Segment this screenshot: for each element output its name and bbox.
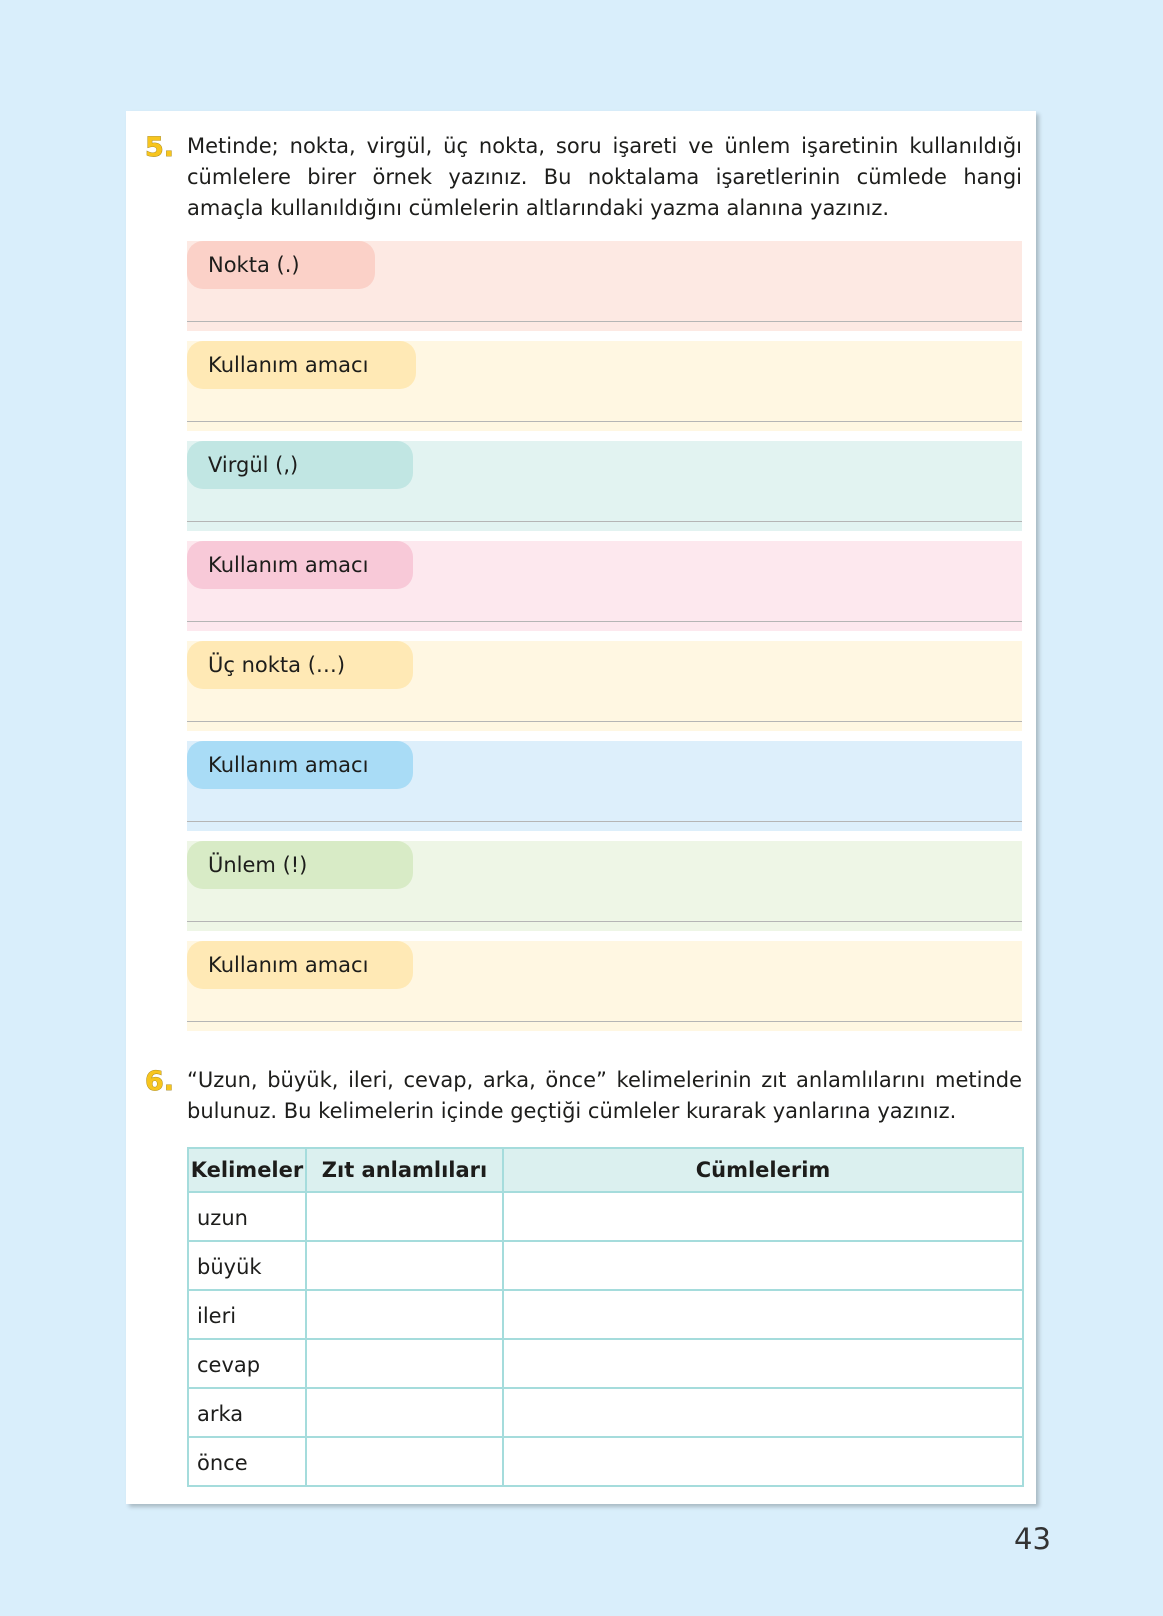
- sentence-cell[interactable]: [503, 1192, 1023, 1241]
- band-label-virgul: Virgül (,): [187, 441, 413, 489]
- word-cell: uzun: [188, 1192, 306, 1241]
- writing-line: [187, 821, 1022, 822]
- antonym-cell[interactable]: [306, 1388, 503, 1437]
- band-uc-nokta-purpose[interactable]: [187, 741, 1022, 831]
- band-nokta-purpose[interactable]: [187, 341, 1022, 431]
- question-6: [145, 1065, 1022, 1127]
- antonym-cell[interactable]: [306, 1241, 503, 1290]
- question-number-6: [143, 1065, 175, 1095]
- punctuation-writing-areas: [187, 241, 1022, 1041]
- antonym-cell[interactable]: [306, 1437, 503, 1486]
- band-label-virgul-purpose: Kullanım amacı: [187, 541, 413, 589]
- antonym-cell[interactable]: [306, 1339, 503, 1388]
- writing-line: [187, 621, 1022, 622]
- band-label-nokta-purpose: Kullanım amacı: [187, 341, 416, 389]
- writing-line: [187, 421, 1022, 422]
- word-cell: büyük: [188, 1241, 306, 1290]
- band-label-uc-nokta: Üç nokta (…): [187, 641, 413, 689]
- writing-line: [187, 721, 1022, 722]
- word-cell: cevap: [188, 1339, 306, 1388]
- table-row: [188, 1388, 1023, 1437]
- band-virgul-purpose[interactable]: [187, 541, 1022, 631]
- table-row: [188, 1290, 1023, 1339]
- band-unlem[interactable]: [187, 841, 1022, 931]
- worksheet-page: [126, 111, 1036, 1504]
- writing-line: [187, 1021, 1022, 1022]
- sentence-cell[interactable]: [503, 1241, 1023, 1290]
- sentence-cell[interactable]: [503, 1437, 1023, 1486]
- sentence-cell[interactable]: [503, 1388, 1023, 1437]
- antonym-cell[interactable]: [306, 1192, 503, 1241]
- table-header-row: [188, 1148, 1023, 1192]
- column-header-zit-anlamlilari: Zıt anlamlıları: [306, 1148, 503, 1192]
- writing-line: [187, 921, 1022, 922]
- table-row: [188, 1241, 1023, 1290]
- band-label-nokta: Nokta (.): [187, 241, 375, 289]
- table-row: [188, 1437, 1023, 1486]
- word-cell: ileri: [188, 1290, 306, 1339]
- antonym-table-wrapper: [187, 1147, 1022, 1487]
- table-row: [188, 1192, 1023, 1241]
- band-nokta[interactable]: [187, 241, 1022, 331]
- question-5: [145, 131, 1022, 224]
- antonym-cell[interactable]: [306, 1290, 503, 1339]
- band-uc-nokta[interactable]: [187, 641, 1022, 731]
- question-number-6-text: 6.: [145, 1066, 175, 1095]
- word-cell: önce: [188, 1437, 306, 1486]
- table-row: [188, 1339, 1023, 1388]
- band-label-uc-nokta-purpose: Kullanım amacı: [187, 741, 413, 789]
- band-label-unlem-purpose: Kullanım amacı: [187, 941, 413, 989]
- question-number-5: [143, 131, 175, 161]
- band-virgul[interactable]: [187, 441, 1022, 531]
- column-header-kelimeler: Kelimeler: [188, 1148, 306, 1192]
- column-header-cumlelerim: Cümlelerim: [503, 1148, 1023, 1192]
- word-cell: arka: [188, 1388, 306, 1437]
- writing-line: [187, 321, 1022, 322]
- sentence-cell[interactable]: [503, 1339, 1023, 1388]
- question-number-5-text: 5.: [145, 132, 175, 161]
- question-6-text: “Uzun, büyük, ileri, cevap, arka, önce” kelimelerinin zıt anlamlılarını metinde bulunuz. Bu kelimelerin içinde geçtiği cümleler kurarak yanlarına yazınız.: [187, 1068, 1022, 1123]
- question-5-text: Metinde; nokta, virgül, üç nokta, soru işareti ve ünlem işaretinin kullanıldığı cümlelere birer örnek yazınız. Bu noktalama işaretlerinin cümlede hangi amaçla kullanıldığını cümlelerin altlarındaki yazma alanına yazınız.: [187, 134, 1022, 220]
- band-unlem-purpose[interactable]: [187, 941, 1022, 1031]
- antonym-table: [187, 1147, 1024, 1487]
- page-number: 43: [1014, 1522, 1051, 1556]
- sentence-cell[interactable]: [503, 1290, 1023, 1339]
- band-label-unlem: Ünlem (!): [187, 841, 413, 889]
- writing-line: [187, 521, 1022, 522]
